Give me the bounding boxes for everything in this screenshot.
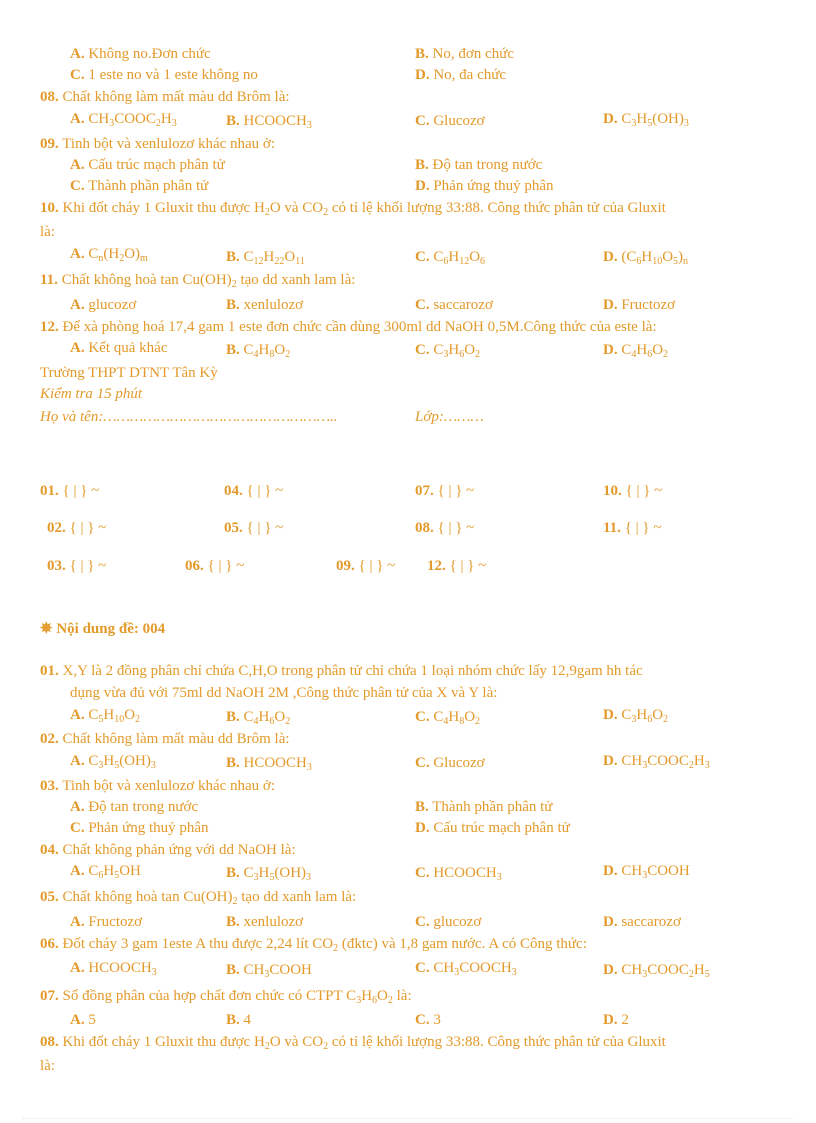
q10-option-d: D. $(C_6H_{10}O_5)_n$ [603,249,689,267]
q9-option-b: B. Độ tan trong nước [415,157,543,173]
p2-question-06: 06. Đốt cháy 3 gam 1este A thu được 2,24 lít $CO_2$ (đktc) và 1,8 gam nước. A có Công thức: [40,936,587,954]
p2-q7-option-a: A. 5 [70,1012,96,1028]
answer-09: 09. { | } ~ [336,558,396,574]
school-name: Trường THPT DTNT Tân Kỳ [40,365,218,381]
p2-question-02: 02. Chất không làm mất màu dd Brôm là: [40,731,290,747]
q9-option-a: A. Cấu trúc mạch phân tử [70,157,225,173]
answer-08: 08. { | } ~ [415,520,475,536]
q7-option-c: C. 1 este no và 1 este không no [70,67,258,83]
p2-q6-option-a: A. $HCOOCH_3$ [70,960,157,978]
question-10-cont: là: [40,224,55,240]
q12-option-d: D. $C_4H_6O_2$ [603,342,669,360]
p2-q1-option-b: B. $C_4H_6O_2$ [226,709,291,727]
p2-q1-option-a: A. $C_5H_{10}O_2$ [70,707,141,725]
p2-q3-option-c: C. Phản ứng thuỷ phân [70,820,209,836]
q9-option-d: D. Phản ứng thuỷ phân [415,178,554,194]
p2-q3-option-b: B. Thành phần phân tử [415,799,553,815]
q8-option-b: B. $HCOOCH_3$ [226,113,312,131]
p2-q1-option-c: C. $C_4H_8O_2$ [415,709,481,727]
p2-q7-option-c: C. 3 [415,1012,441,1028]
q8-option-a: A. $CH_3COOC_2H_3$ [70,111,177,129]
question-09: 09. Tinh bột và xenlulozơ khác nhau ở: [40,136,276,152]
q11-option-d: D. Fructozơ [603,297,676,313]
p2-q5-option-c: C. glucozơ [415,914,482,930]
answer-04: 04. { | } ~ [224,483,284,499]
p2-question-07: 07. Số đồng phân của hợp chất đơn chức có CTPT $C_3H_6O_2$ là: [40,988,412,1006]
q10-option-c: C. $C_6H_{12}O_6$ [415,249,486,267]
question-12: 12. Để xà phòng hoá 17,4 gam 1 este đơn chức cần dùng 300ml dd NaOH 0,5M.Công thức của este là: [40,319,657,335]
q7-option-d: D. No, đa chức [415,67,507,83]
page-footer-divider [22,1118,794,1119]
question-08: 08. Chất không làm mất màu dd Brôm là: [40,89,290,105]
p2-q1-option-d: D. $C_3H_6O_2$ [603,707,669,725]
p2-q6-option-c: C. $CH_3COOCH_3$ [415,960,517,978]
p2-question-03: 03. Tinh bột và xenlulozơ khác nhau ở: [40,778,276,794]
p2-q7-option-b: B. 4 [226,1012,252,1028]
question-10: 10. Khi đốt cháy 1 Gluxit thu được $H_2O$ và $CO_2$ có tỉ lệ khối lượng 33:88. Công thức phân tử của Gluxit [40,200,666,218]
answer-10: 10. { | } ~ [603,483,663,499]
p2-q2-option-b: B. $HCOOCH_3$ [226,755,312,773]
p2-q2-option-d: D. $CH_3COOC_2H_3$ [603,753,710,771]
answer-02: 02. { | } ~ [47,520,107,536]
q12-option-b: B. $C_4H_8O_2$ [226,342,291,360]
q11-option-c: C. saccarozơ [415,297,493,313]
q9-option-c: C. Thành phần phân tử [70,178,209,194]
q7-option-b: B. No, đơn chức [415,46,514,62]
p2-q3-option-d: D. Cấu trúc mạch phân tử [415,820,570,836]
q8-option-c: C. Glucozơ [415,113,485,129]
p2-question-08-cont: là: [40,1058,55,1074]
p2-q4-option-d: D. $CH_3COOH$ [603,863,690,881]
p2-q4-option-b: B. $C_3H_5(OH)_3$ [226,865,312,883]
p2-q2-option-c: C. Glucozơ [415,755,485,771]
answer-07: 07. { | } ~ [415,483,475,499]
q8-option-d: D. $C_3H_5(OH)_3$ [603,111,689,129]
test-title: Kiểm tra 15 phút [40,386,143,402]
p2-question-08: 08. Khi đốt cháy 1 Gluxit thu được $H_2O$ và $CO_2$ có tỉ lệ khối lượng 33:88. Công thức phân tử của Gluxit [40,1034,666,1052]
p2-q5-option-a: A. Fructozơ [70,914,143,930]
q12-option-a: A. Kết quả khác [70,340,168,356]
section-header: ✵ Nội dung đề: 004 [40,621,166,637]
q12-option-c: C. $C_3H_6O_2$ [415,342,481,360]
p2-q7-option-d: D. 2 [603,1012,629,1028]
q10-option-a: A. $C_n(H_2O)_m$ [70,246,148,264]
p2-q4-option-a: A. $C_6H_5OH$ [70,863,141,881]
p2-q4-option-c: C. $HCOOCH_3$ [415,865,502,883]
sun-bullet-icon: ✵ [40,621,53,637]
p2-question-01-cont: dụng vừa đủ với 75ml dd NaOH 2M ,Công thức phân tử của X và Y là: [70,685,498,701]
answer-06: 06. { | } ~ [185,558,245,574]
p2-q5-option-b: B. xenlulozơ [226,914,304,930]
answer-05: 05. { | } ~ [224,520,284,536]
student-name-field: Họ và tên:…………………………………………….. [40,409,338,425]
p2-question-04: 04. Chất không phản ứng với dd NaOH là: [40,842,296,858]
q11-option-a: A. glucozơ [70,297,137,313]
p2-q2-option-a: A. $C_3H_5(OH)_3$ [70,753,156,771]
answer-03: 03. { | } ~ [47,558,107,574]
p2-q3-option-a: A. Độ tan trong nước [70,799,199,815]
q10-option-b: B. $C_{12}H_{22}O_{11}$ [226,249,305,267]
q11-option-b: B. xenlulozơ [226,297,304,313]
p2-question-01: 01. X,Y là 2 đồng phân chỉ chứa C,H,O trong phân tử chỉ chứa 1 loại nhóm chức lấy 12,9gam hh tác [40,663,643,679]
answer-11: 11. { | } ~ [603,520,662,536]
p2-question-05: 05. Chất không hoà $\tan Cu(OH)_2$ tạo dd xanh lam là: [40,889,357,907]
p2-q6-option-b: B. $CH_3COOH$ [226,962,312,980]
p2-q6-option-d: D. $CH_3COOC_2H_5$ [603,962,710,980]
answer-12: 12. { | } ~ [427,558,487,574]
q7-option-a: A. Không no.Đơn chức [70,46,211,62]
p2-q5-option-d: D. saccarozơ [603,914,681,930]
answer-01: 01. { | } ~ [40,483,100,499]
question-11: 11. Chất không hoà $\tan Cu(OH)_2$ tạo dd xanh lam là: [40,272,356,290]
class-field: Lớp:……… [415,409,484,425]
